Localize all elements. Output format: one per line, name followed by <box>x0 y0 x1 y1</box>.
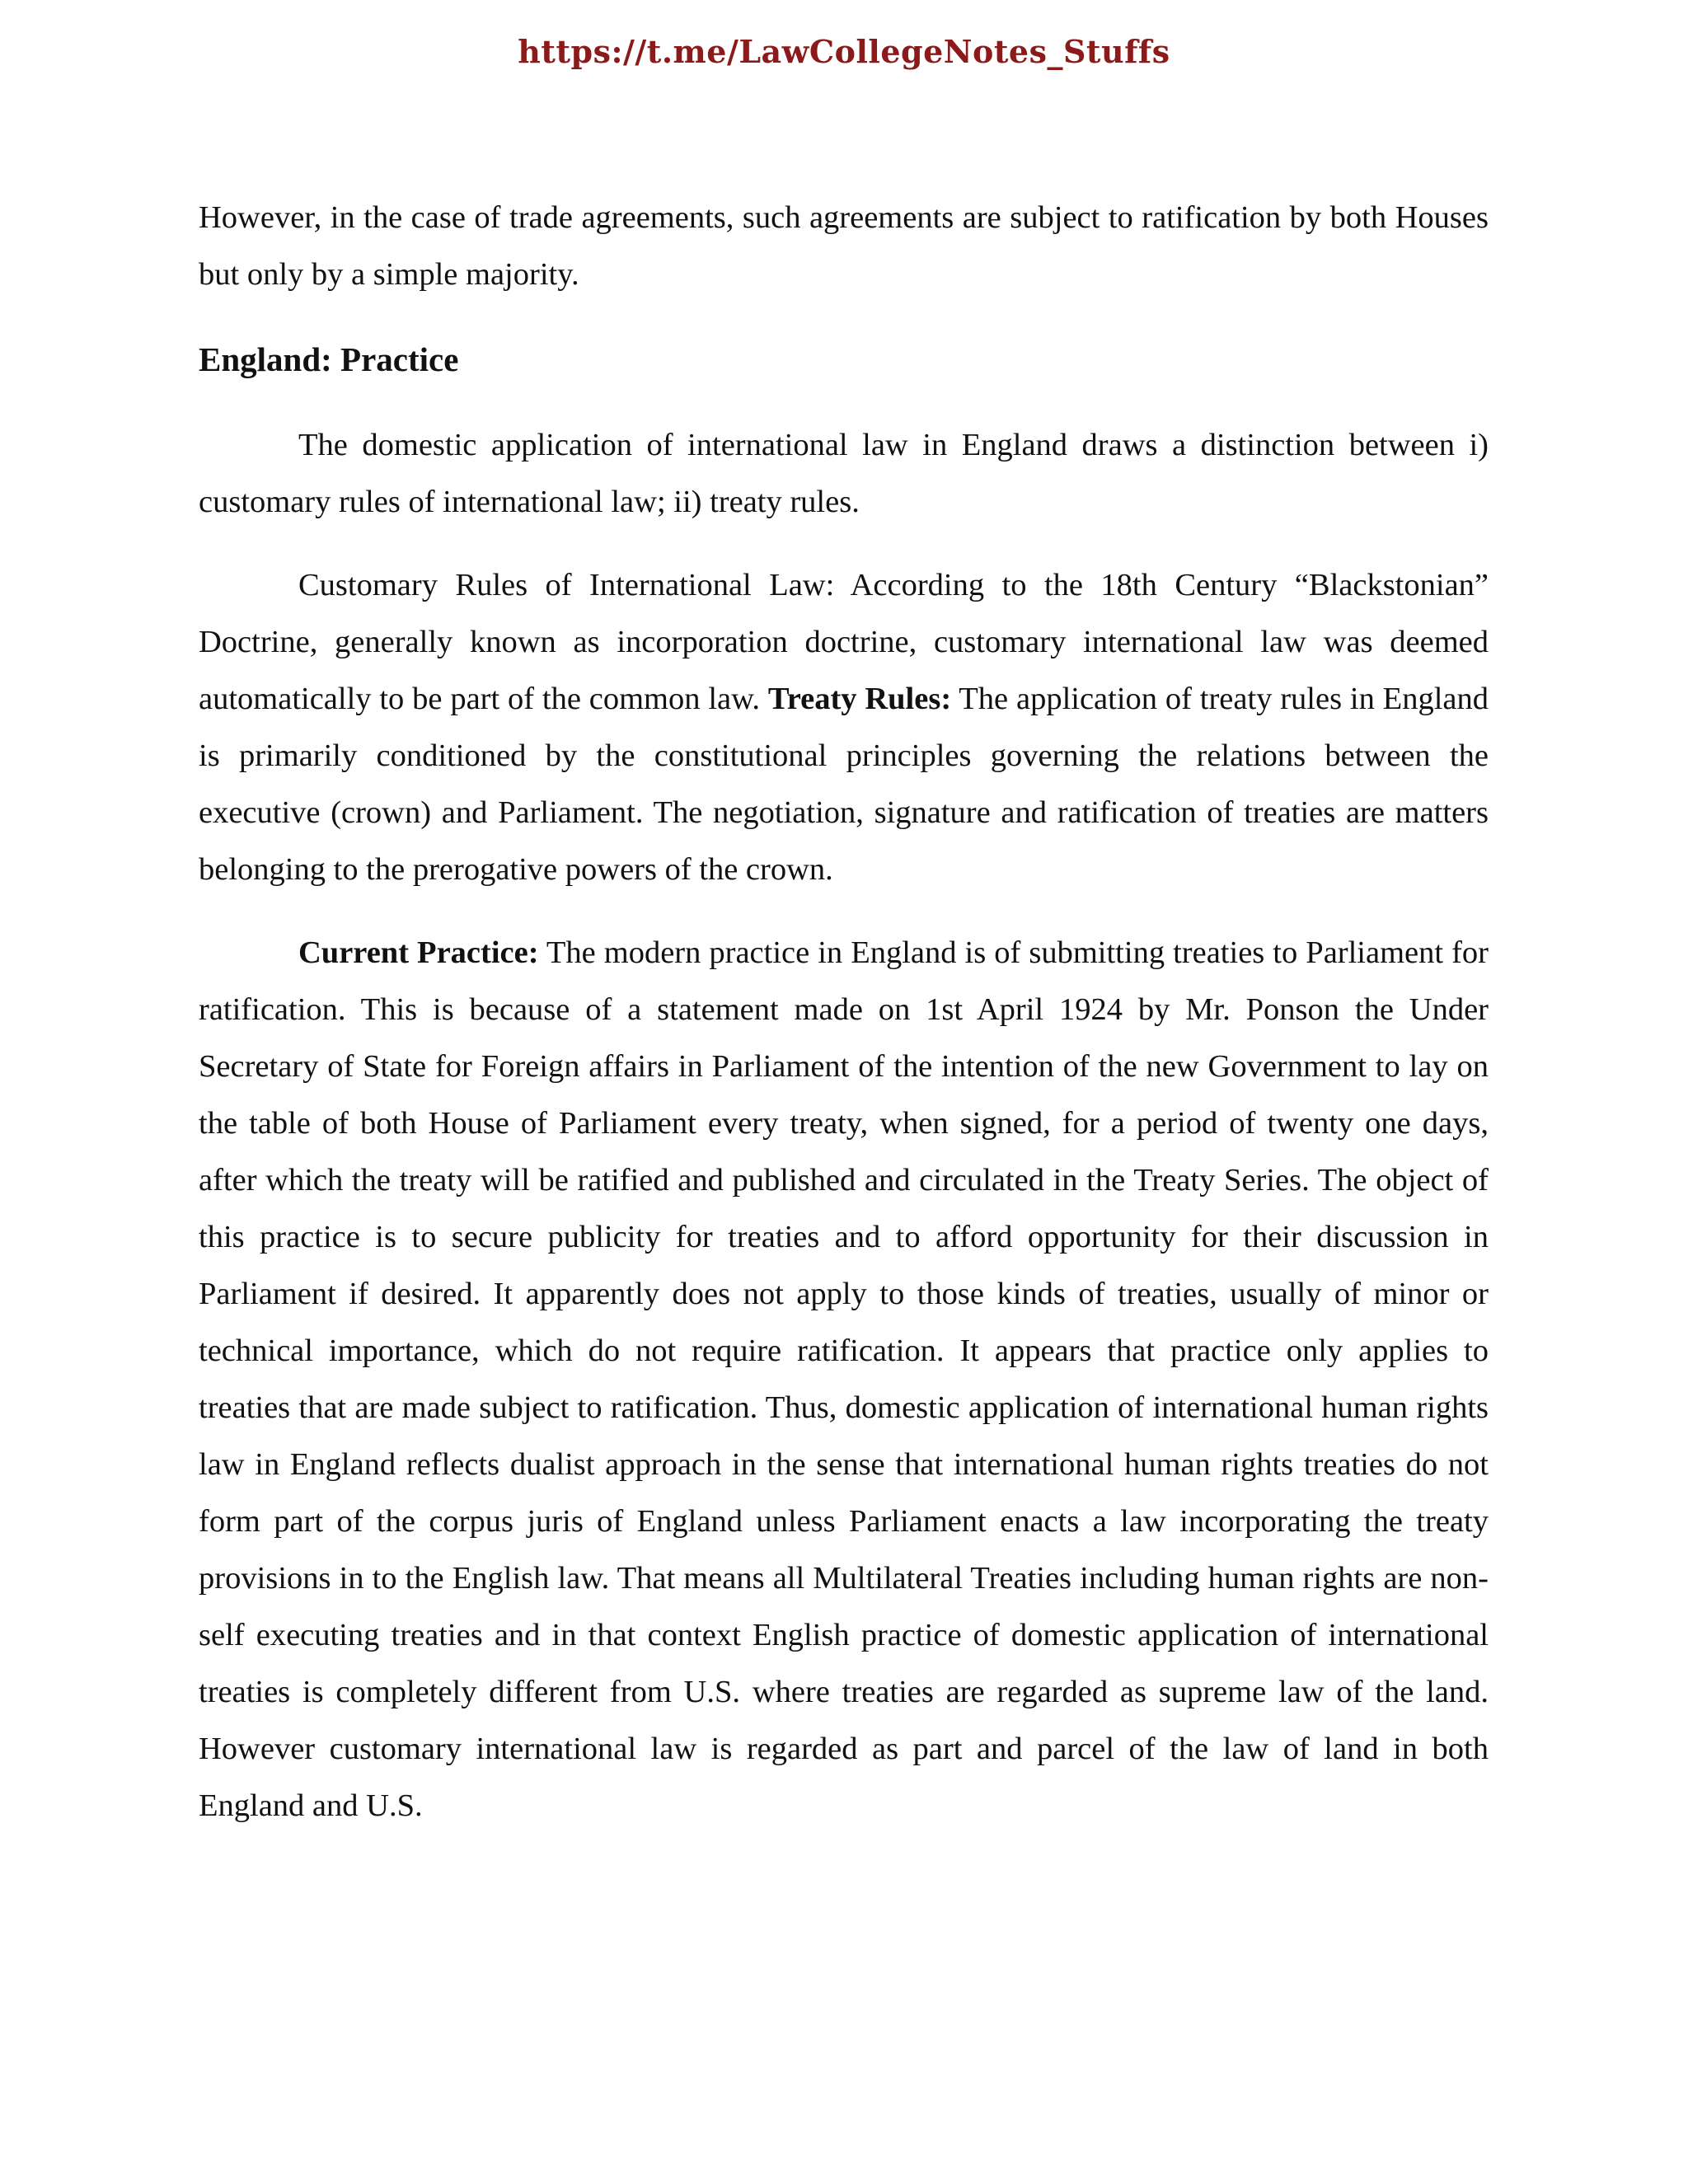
document-body <box>199 190 1489 1861</box>
treaty-rules-label: Treaty Rules: <box>767 682 952 716</box>
paragraph-distinction: The domestic application of international law in England draws a distinction between i) customary rules of international law; ii) treaty rules. <box>199 428 1489 519</box>
current-practice-label: Current Practice: <box>298 935 539 970</box>
paragraph-current-practice <box>199 925 1489 1835</box>
customary-rules-text: Customary Rules of International Law: According to the 18th Century “Blackstonian” Doctrine, generally known as incorporation doctrine, customary international law was deemed automatically to be part of the common law. <box>199 568 1489 716</box>
intro-paragraph: However, in the case of trade agreements, such agreements are subject to ratification by both Houses but only by a simple majority. <box>199 200 1489 292</box>
paragraph-customary-rules <box>199 557 1489 898</box>
current-practice-text: The modern practice in England is of submitting treaties to Parliament for ratification. This is because of a statement made on 1st April 1924 by Mr. Ponson the Under Secretary of State for Foreign affairs in Parliament of the intention of the new Government to lay on the table of both House of Parliament every treaty, when signed, for a period of twenty one days, after which the treaty will be ratified and published and circulated in the Treaty Series. The object of this practice is to secure publicity for treaties and to afford opportunity for their discussion in Parliament if desired. It apparently does not apply to those kinds of treaties, usually of minor or technical importance, which do not require ratification. It appears that practice only applies to treaties that are made subject to ratification. Thus, domestic application of international human rights law in England reflects dualist approach in the sense that international human rights treaties do not form part of the corpus juris of England unless Parliament enacts a law incorporating the treaty provisions in to the English law. That means all Multilateral Treaties including human rights are non-self executing treaties and in that context English practice of domestic application of international treaties is completely different from U.S. where treaties are regarded as supreme law of the land. However customary international law is regarded as part and parcel of the law of land in both England and U.S. <box>199 935 1489 1823</box>
header-link[interactable]: https://t.me/LawCollegeNotes_Stuffs <box>518 33 1170 70</box>
section-heading: England: Practice <box>199 340 459 378</box>
treaty-rules-text: The application of treaty rules in England is primarily conditioned by the constitutional principles governing the relations between the executive (crown) and Parliament. The negotiation, signature and ratification of treaties are matters belonging to the prerogative powers of the crown. <box>199 682 1489 887</box>
